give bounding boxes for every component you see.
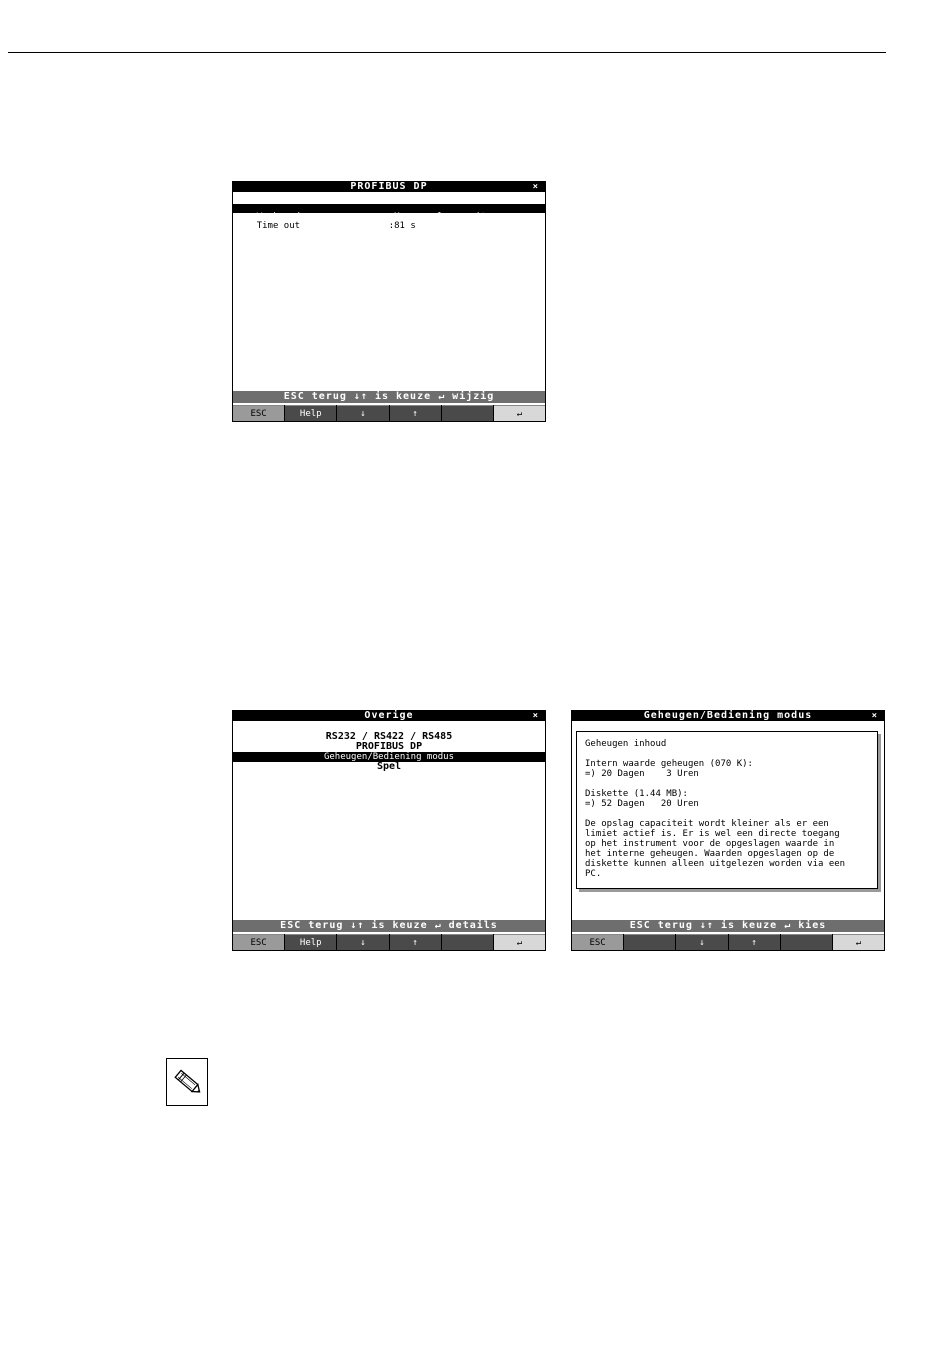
overige-screen (232, 710, 546, 951)
softkey-down[interactable]: ↓ (337, 934, 388, 950)
softkey-up[interactable]: ↑ (390, 405, 441, 421)
softkey-bar (572, 934, 884, 950)
geheugen-screen (571, 710, 885, 951)
menu-item-rs-interfaces[interactable]: RS232 / RS422 / RS485 (325, 731, 453, 742)
dialog-heading: Geheugen inhoud (585, 739, 667, 749)
close-icon[interactable]: × (532, 711, 539, 721)
softkey-blank[interactable] (442, 934, 493, 950)
screen-titlebar (572, 711, 884, 721)
screen-titlebar (233, 182, 545, 192)
softkey-enter[interactable]: ↵ (833, 934, 884, 950)
internal-memory-value: =) 20 Dagen 3 Uren (585, 769, 699, 779)
dialog-text-line: De opslag capaciteit wordt kleiner als er een (585, 819, 829, 829)
menu-row-werk-modus[interactable] (233, 204, 545, 222)
softkey-enter[interactable]: ↵ (494, 934, 545, 950)
softkey-bar (233, 934, 545, 950)
softkey-esc[interactable]: ESC (233, 405, 284, 421)
dialog-text-line: diskette kunnen alleen uitgelezen worden via een (585, 859, 846, 869)
close-icon[interactable]: × (871, 711, 878, 721)
softkey-esc[interactable]: ESC (572, 934, 623, 950)
menu-row-time-out[interactable] (233, 213, 545, 231)
softkey-enter[interactable]: ↵ (494, 405, 545, 421)
softkey-blank[interactable] (781, 934, 832, 950)
softkey-down[interactable]: ↓ (337, 405, 388, 421)
screen-title: PROFIBUS DP (350, 181, 428, 192)
profibus-screen (232, 181, 546, 422)
softkey-help[interactable]: Help (285, 405, 336, 421)
softkey-blank-2[interactable] (624, 934, 675, 950)
pencil-note-icon (166, 1058, 208, 1106)
row-value: :Meas. value monitor (388, 212, 498, 222)
softkey-esc[interactable]: ESC (233, 934, 284, 950)
menu-item-profibus[interactable]: PROFIBUS DP (355, 741, 423, 752)
screen-title: Overige (364, 710, 414, 721)
internal-memory-label: Intern waarde geheugen (070 K): (585, 759, 753, 769)
row-label: Werk modus (256, 212, 311, 222)
row-label: Time out (256, 221, 301, 231)
menu-item-geheugen[interactable]: Geheugen/Bediening modus (233, 752, 545, 762)
status-bar: ESC terug ↓↑ is keuze ↵ kies (572, 920, 884, 932)
dialog-text-line: limiet actief is. Er is wel een directe toegang (585, 829, 840, 839)
status-bar: ESC terug ↓↑ is keuze ↵ details (233, 920, 545, 932)
dialog-text-line: PC. (585, 869, 602, 879)
status-bar: ESC terug ↓↑ is keuze ↵ wijzig (233, 391, 545, 403)
top-rule (8, 52, 886, 53)
softkey-bar (233, 405, 545, 421)
dialog-text-line: het interne geheugen. Waarden opgeslagen op de (585, 849, 835, 859)
diskette-value: =) 52 Dagen 20 Uren (585, 799, 699, 809)
screen-titlebar (233, 711, 545, 721)
menu-item-spel[interactable]: Spel (376, 761, 402, 772)
softkey-up[interactable]: ↑ (729, 934, 780, 950)
screen-title: Geheugen/Bediening modus (643, 710, 813, 721)
softkey-help[interactable]: Help (285, 934, 336, 950)
memory-info-dialog (576, 731, 878, 889)
row-value: :81 s (388, 221, 416, 231)
softkey-up[interactable]: ↑ (390, 934, 441, 950)
diskette-label: Diskette (1.44 MB): (585, 789, 688, 799)
close-icon[interactable]: × (532, 182, 539, 192)
softkey-down[interactable]: ↓ (676, 934, 727, 950)
dialog-text-line: op het instrument voor de opgeslagen waarde in (585, 839, 835, 849)
softkey-blank[interactable] (442, 405, 493, 421)
